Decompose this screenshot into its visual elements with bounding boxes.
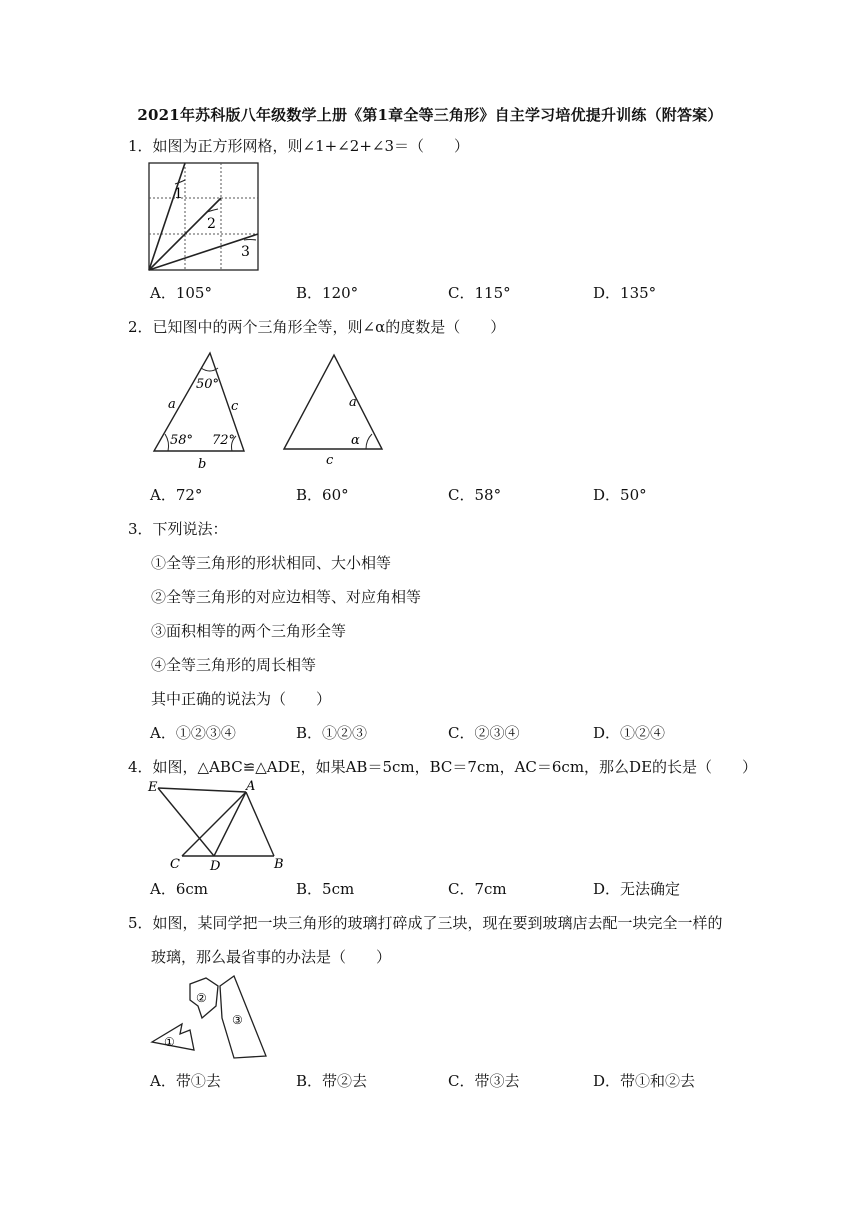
- tri1-side-c: c: [231, 399, 239, 414]
- q4-option-a[interactable]: A．6cm: [150, 880, 209, 898]
- tri2-side-a: a: [349, 395, 357, 410]
- point-c-label: C: [170, 857, 180, 870]
- piece-3-label: ③: [232, 1013, 243, 1027]
- q3-option-d[interactable]: D．①②④: [593, 724, 666, 742]
- question-4-stem: 4．如图，△ABC≌△ADE，如果AB＝5cm，BC＝7cm，AC＝6cm，那么DE的长是（ ）: [128, 758, 758, 776]
- q4-option-d[interactable]: D．无法确定: [593, 880, 681, 898]
- q1-option-d[interactable]: D．135°: [593, 284, 657, 302]
- tri2-angle-alpha: α: [351, 433, 360, 448]
- question-2-triangles-figure: [146, 346, 396, 474]
- q5-option-b[interactable]: B．带②去: [296, 1072, 368, 1090]
- document-title: 2021年苏科版八年级数学上册《第1章全等三角形》自主学习培优提升训练（附答案）: [137, 106, 723, 124]
- question-1-stem: 1．如图为正方形网格，则∠1+∠2+∠3＝（ ）: [128, 137, 470, 155]
- q5-option-c[interactable]: C．带③去: [448, 1072, 520, 1090]
- point-e-label: E: [148, 780, 158, 795]
- angle-label-1: 1: [174, 186, 183, 202]
- piece-1-label: ①: [164, 1035, 175, 1049]
- q2-option-b[interactable]: B．60°: [296, 486, 349, 504]
- q5-option-a[interactable]: A．带①去: [150, 1072, 221, 1090]
- q1-option-a[interactable]: A．105°: [150, 284, 212, 302]
- q3-option-c[interactable]: C．②③④: [448, 724, 520, 742]
- q2-option-c[interactable]: C．58°: [448, 486, 502, 504]
- tri1-angle-top: 50°: [196, 377, 220, 392]
- question-5-glass-pieces-figure: [146, 972, 276, 1064]
- q2-option-a[interactable]: A．72°: [150, 486, 203, 504]
- q4-option-c[interactable]: C．7cm: [448, 880, 507, 898]
- q1-option-b[interactable]: B．120°: [296, 284, 359, 302]
- piece-2-label: ②: [196, 991, 207, 1005]
- question-5-stem-line2: 玻璃，那么最省事的办法是（ ）: [151, 948, 392, 966]
- tri1-angle-left: 58°: [170, 433, 194, 448]
- question-4-triangles-figure: [146, 778, 296, 870]
- q3-statement-4: ④全等三角形的周长相等: [151, 656, 317, 674]
- question-2-stem: 2．已知图中的两个三角形全等，则∠α的度数是（ ）: [128, 318, 506, 336]
- q3-statement-2: ②全等三角形的对应边相等、对应角相等: [151, 588, 422, 606]
- question-3-stem: 3．下列说法：: [128, 520, 228, 538]
- q3-statement-3: ③面积相等的两个三角形全等: [151, 622, 347, 640]
- point-a-label: A: [246, 779, 256, 794]
- question-1-grid-figure: [146, 160, 266, 274]
- tri2-side-c: c: [326, 453, 334, 468]
- angle-label-2: 2: [207, 216, 216, 232]
- tri1-side-b: b: [198, 457, 207, 472]
- q4-option-b[interactable]: B．5cm: [296, 880, 355, 898]
- q3-statement-1: ①全等三角形的形状相同、大小相等: [151, 554, 392, 572]
- q3-option-b[interactable]: B．①②③: [296, 724, 368, 742]
- q1-option-c[interactable]: C．115°: [448, 284, 511, 302]
- q2-option-d[interactable]: D．50°: [593, 486, 647, 504]
- q5-option-d[interactable]: D．带①和②去: [593, 1072, 696, 1090]
- q3-option-a[interactable]: A．①②③④: [150, 724, 236, 742]
- angle-label-3: 3: [241, 244, 250, 260]
- point-b-label: B: [274, 857, 284, 870]
- q3-prompt: 其中正确的说法为（ ）: [151, 690, 332, 708]
- tri1-side-a: a: [168, 397, 176, 412]
- tri1-angle-right: 72°: [212, 433, 236, 448]
- question-5-stem: 5．如图，某同学把一块三角形的玻璃打碎成了三块，现在要到玻璃店去配一块完全一样的: [128, 914, 723, 932]
- point-d-label: D: [210, 859, 221, 870]
